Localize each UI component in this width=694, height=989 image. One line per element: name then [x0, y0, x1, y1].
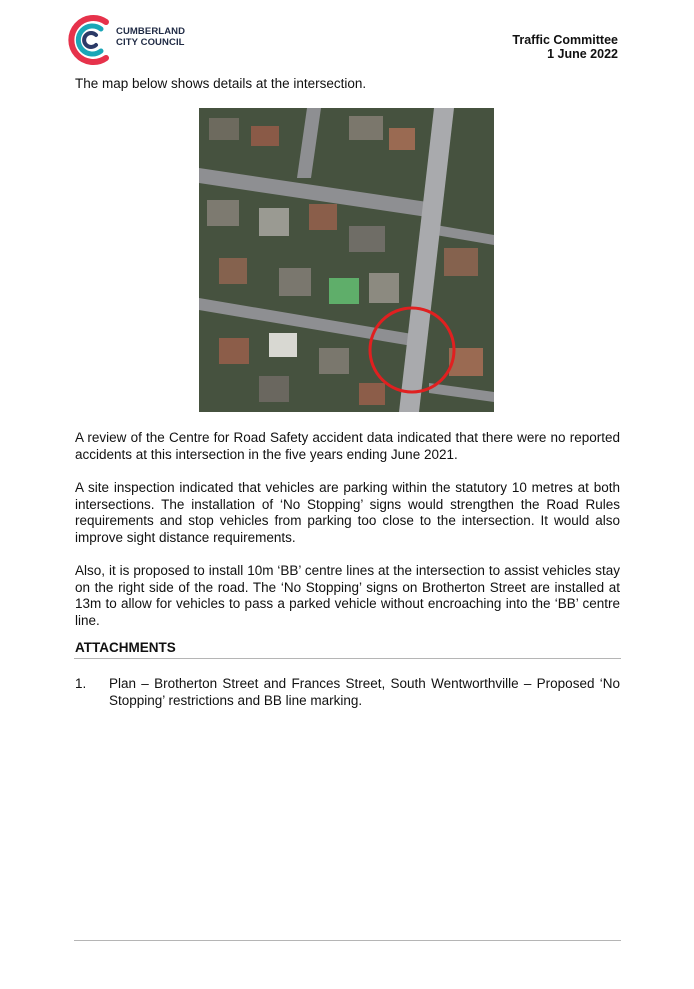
intro-text: The map below shows details at the intersection. — [75, 76, 367, 91]
aerial-map-image — [199, 108, 494, 412]
cumberland-c-icon — [66, 12, 116, 68]
logo-text — [116, 26, 185, 48]
site-inspection-paragraph: A site inspection indicated that vehicles are parking within the statutory 10 metres at both intersections. The installation of ‘No Stopping’ signs would strengthen the Road Rules requirements and stop vehicles from parking too close to the intersection. It would also improve sight distance requirements. — [75, 480, 620, 545]
logo-line-1: CUMBERLAND — [116, 26, 186, 37]
footer-divider — [74, 940, 621, 941]
attachment-number: 1. — [75, 676, 87, 691]
attachments-heading: ATTACHMENTS — [75, 640, 176, 655]
intersection-map — [199, 108, 494, 412]
accident-data-paragraph: A review of the Centre for Road Safety accident data indicated that there were no reported accidents at this intersection in the five years ending June 2021. — [75, 430, 620, 462]
committee-name: Traffic Committee — [512, 33, 618, 47]
attachments-divider — [74, 658, 621, 659]
document-header — [512, 33, 618, 61]
council-logo — [66, 12, 196, 68]
meeting-date: 1 June 2022 — [547, 47, 618, 61]
bb-centre-lines-paragraph: Also, it is proposed to install 10m ‘BB’ centre lines at the intersection to assist vehicles stay on the right side of the road. The ‘No Stopping’ signs on Brotherton Street are installed at 13m to allow for vehicles to pass a parked vehicle without encroaching into the ‘BB’ centre line. — [75, 563, 620, 628]
attachment-link[interactable]: Plan – Brotherton Street and Frances Street, South Wentworthville – Proposed ‘No Stopping’ restrictions and BB line marking. — [109, 676, 620, 708]
logo-line-2: CITY COUNCIL — [116, 37, 185, 48]
